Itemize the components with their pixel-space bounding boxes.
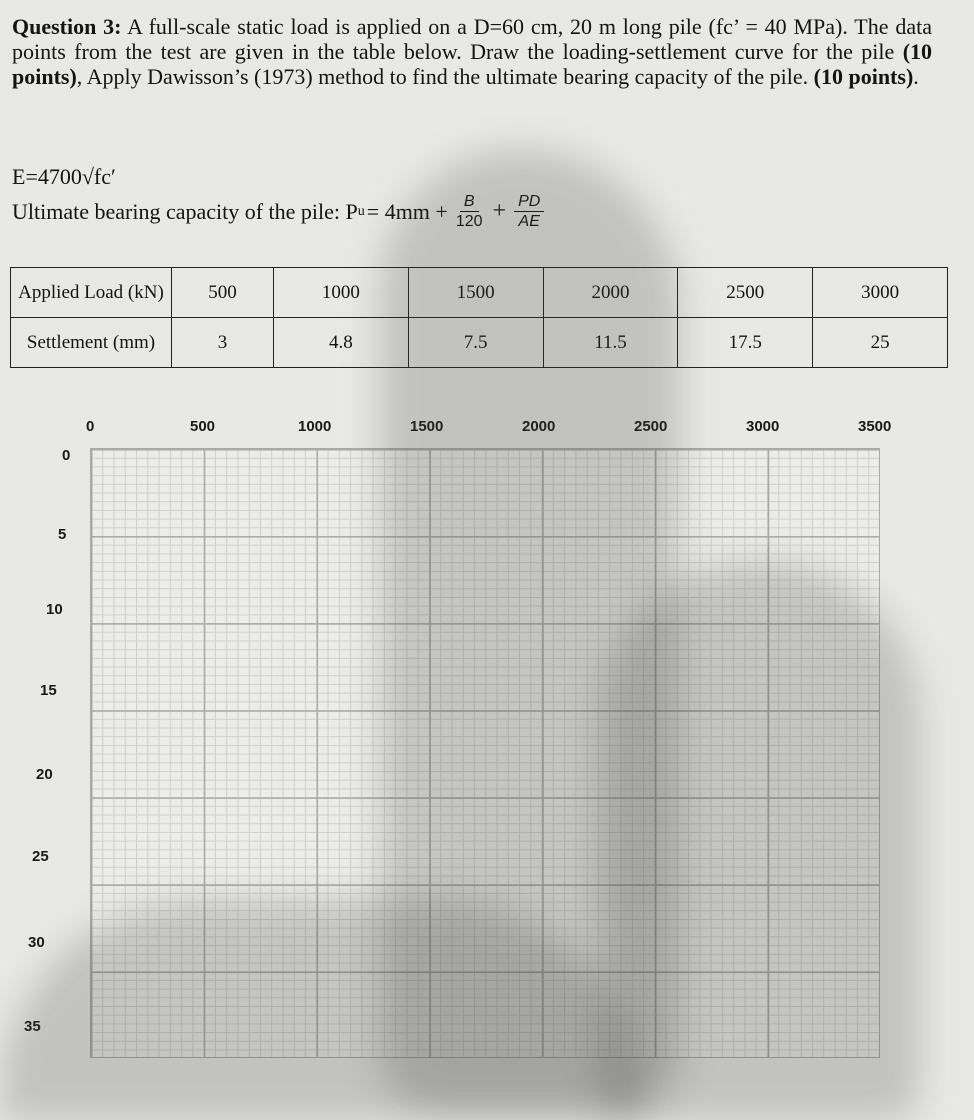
settlement-cell: 11.5 xyxy=(543,318,678,368)
question-points-1: (10 points) xyxy=(12,39,933,89)
fraction-b-over-120 xyxy=(454,192,485,231)
load-cell: 2500 xyxy=(678,268,813,318)
x-tick-label: 2000 xyxy=(522,418,556,435)
table-row-load xyxy=(11,268,948,318)
x-tick-label: 1000 xyxy=(298,418,332,435)
table-row-settlement xyxy=(11,318,948,368)
question-label: Question 3: xyxy=(12,14,122,39)
question-text xyxy=(12,14,932,89)
x-tick-label: 2500 xyxy=(634,418,668,435)
y-tick-label: 15 xyxy=(40,682,57,699)
graph-grid xyxy=(90,448,880,1058)
question-end: . xyxy=(913,64,919,89)
x-tick-label: 0 xyxy=(86,418,95,435)
x-tick-label: 1500 xyxy=(410,418,444,435)
pu-equation: = 4mm + xyxy=(366,198,448,224)
settlement-cell: 4.8 xyxy=(273,318,408,368)
question-body-2: , Apply Dawisson’s (1973) method to find the ultimate bearing capacity of the pile. xyxy=(76,64,809,89)
x-tick-label: 3500 xyxy=(858,418,892,435)
row-header-settlement: Settlement (mm) xyxy=(11,318,172,368)
load-cell: 2000 xyxy=(543,268,678,318)
y-tick-label: 0 xyxy=(62,447,71,464)
load-cell: 1000 xyxy=(273,268,408,318)
plus-sign: + xyxy=(492,198,507,224)
load-cell: 500 xyxy=(172,268,274,318)
settlement-cell: 25 xyxy=(813,318,948,368)
y-tick-label: 30 xyxy=(28,934,45,951)
settlement-cell: 7.5 xyxy=(408,318,543,368)
pu-subscript: u xyxy=(357,203,365,219)
y-tick-label: 5 xyxy=(58,526,67,543)
pu-label: Ultimate bearing capacity of the pile: P xyxy=(12,198,358,224)
y-tick-label: 25 xyxy=(32,848,49,865)
load-settlement-table xyxy=(10,267,948,368)
x-tick-label: 3000 xyxy=(746,418,780,435)
fraction-1-denominator: 120 xyxy=(455,213,483,230)
elastic-modulus-formula: E=4700√fc′ xyxy=(12,164,116,189)
question-points-2: (10 points) xyxy=(813,64,914,89)
ultimate-capacity-formula xyxy=(12,192,550,231)
y-tick-label: 10 xyxy=(46,601,63,618)
question-body-1: A full-scale static load is applied on a D=60 cm, 20 m long pile (fc’ = 40 MPa). The data points from the test are given in the table below. Draw the loading-settlement curve for the pile xyxy=(12,14,932,64)
row-header-load: Applied Load (kN) xyxy=(11,268,172,318)
fraction-1-numerator: B xyxy=(460,192,479,212)
y-tick-label: 20 xyxy=(36,766,53,783)
x-tick-label: 500 xyxy=(190,418,216,435)
fraction-pd-over-ae xyxy=(514,192,544,231)
load-cell: 3000 xyxy=(813,268,948,318)
fraction-2-numerator: PD xyxy=(514,192,544,212)
settlement-cell: 3 xyxy=(172,318,274,368)
blank-graph-paper xyxy=(0,400,974,1083)
y-tick-label: 35 xyxy=(24,1018,41,1035)
fraction-2-denominator: AE xyxy=(518,213,540,230)
settlement-cell: 17.5 xyxy=(678,318,813,368)
load-cell: 1500 xyxy=(408,268,543,318)
